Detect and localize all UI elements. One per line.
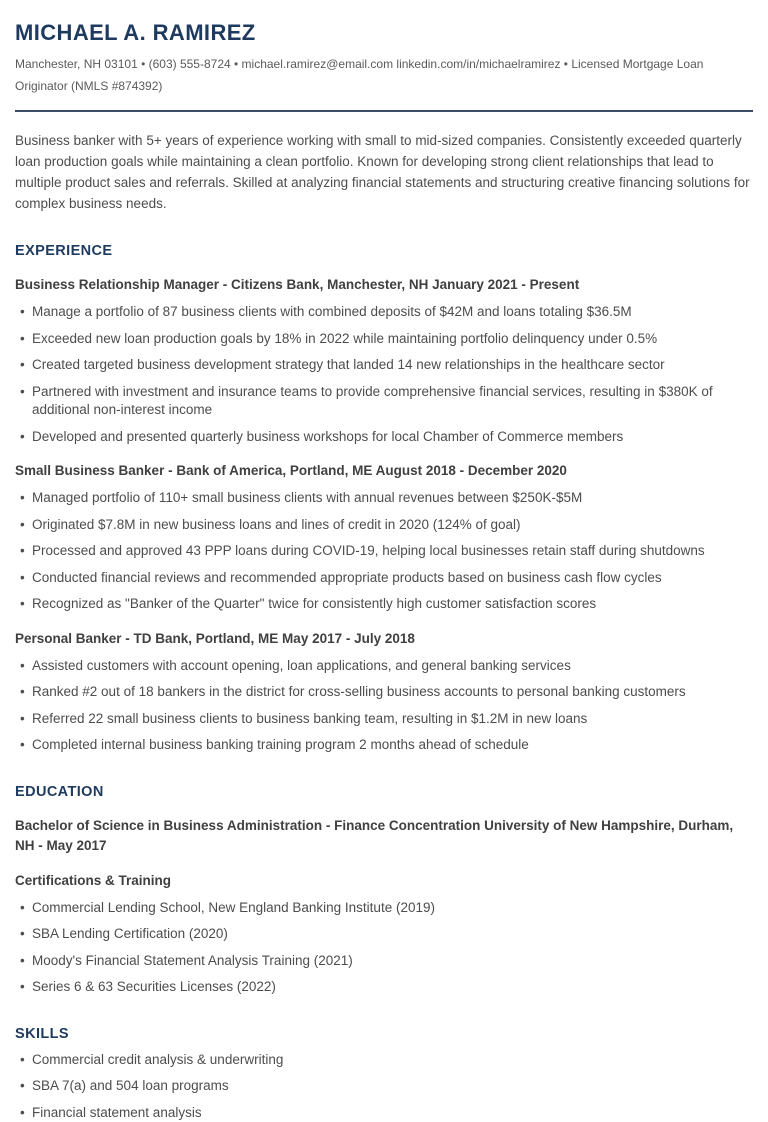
contact-line: Manchester, NH 03101 • (603) 555-8724 • michael.ramirez@email.com linkedin.com/in/michaelramirez • Licensed Mortgage Loan Originator (NMLS #874392) xyxy=(15,53,753,97)
bullet-item: • Referred 22 small business clients to business banking team, resulting in $1.2M in new loans xyxy=(15,710,753,729)
bullet-item: • Manage a portfolio of 87 business clients with combined deposits of $42M and loans totaling $36.5M xyxy=(15,303,753,322)
section-title-education: EDUCATION xyxy=(15,784,753,801)
bullet-item: • Moody's Financial Statement Analysis Training (2021) xyxy=(15,952,753,971)
bullet-item: • SBA 7(a) and 504 loan programs xyxy=(15,1077,753,1096)
bullet-item: • Commercial credit analysis & underwriting xyxy=(15,1051,753,1070)
group-heading: Small Business Banker - Bank of America, Portland, ME August 2018 - December 2020 xyxy=(15,461,753,481)
group-heading: Business Relationship Manager - Citizens Bank, Manchester, NH January 2021 - Present xyxy=(15,275,753,295)
bullet-item: • Originated $7.8M in new business loans and lines of credit in 2020 (124% of goal) xyxy=(15,516,753,535)
bullet-item: • Assisted customers with account opening, loan applications, and general banking services xyxy=(15,657,753,676)
summary-paragraph: Business banker with 5+ years of experience working with small to mid-sized companies. Consistently exceeded quarterly loan production goals while maintaining a clean portfolio. Known for developing strong client relationships that lead to multiple product sales and referrals. Skilled at analyzing financial statements and structuring creative financing solutions for complex business needs. xyxy=(15,130,753,214)
bullet-list xyxy=(15,1051,753,1122)
bullet-item: • Ranked #2 out of 18 bankers in the district for cross-selling business accounts to personal banking customers xyxy=(15,683,753,702)
bullet-item: • Processed and approved 43 PPP loans during COVID-19, helping local businesses retain staff during shutdowns xyxy=(15,542,753,561)
bullet-item: • Financial statement analysis xyxy=(15,1104,753,1122)
resume-name: MICHAEL A. RAMIREZ xyxy=(15,20,753,46)
bullet-item: • Developed and presented quarterly business workshops for local Chamber of Commerce members xyxy=(15,428,753,447)
bullet-list xyxy=(15,899,753,997)
group-heading: Bachelor of Science in Business Administration - Finance Concentration University of New Hampshire, Durham, NH - May 2017 xyxy=(15,816,753,856)
bullet-item: • Series 6 & 63 Securities Licenses (2022) xyxy=(15,978,753,997)
bullet-item: • Completed internal business banking training program 2 months ahead of schedule xyxy=(15,736,753,755)
bullet-list xyxy=(15,303,753,446)
bullet-item: • Partnered with investment and insurance teams to provide comprehensive financial services, resulting in $380K of additional non-interest income xyxy=(15,383,753,420)
bullet-item: • Managed portfolio of 110+ small business clients with annual revenues between $250K-$5M xyxy=(15,489,753,508)
group-heading: Personal Banker - TD Bank, Portland, ME May 2017 - July 2018 xyxy=(15,629,753,649)
group-heading: Certifications & Training xyxy=(15,871,753,891)
bullet-item: • Recognized as "Banker of the Quarter" twice for consistently high customer satisfaction scores xyxy=(15,595,753,614)
header-divider xyxy=(15,110,753,112)
section-title-skills: SKILLS xyxy=(15,1026,753,1043)
bullet-item: • Exceeded new loan production goals by 18% in 2022 while maintaining portfolio delinquency under 0.5% xyxy=(15,330,753,349)
bullet-item: • Conducted financial reviews and recommended appropriate products based on business cash flow cycles xyxy=(15,569,753,588)
resume-sections xyxy=(15,243,753,1122)
bullet-item: • Created targeted business development strategy that landed 14 new relationships in the healthcare sector xyxy=(15,356,753,375)
bullet-list xyxy=(15,657,753,755)
bullet-item: • Commercial Lending School, New England Banking Institute (2019) xyxy=(15,899,753,918)
bullet-item: • SBA Lending Certification (2020) xyxy=(15,925,753,944)
section-title-experience: EXPERIENCE xyxy=(15,243,753,260)
bullet-list xyxy=(15,489,753,614)
